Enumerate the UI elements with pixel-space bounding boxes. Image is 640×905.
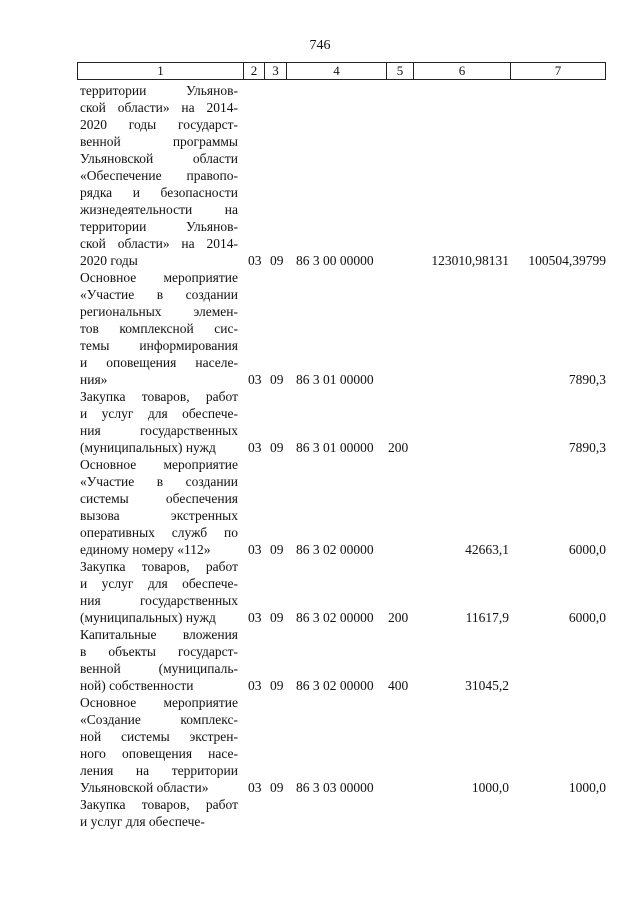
- table-row: [0, 456, 640, 558]
- description-line: (муниципальных) нужд: [80, 440, 216, 455]
- subsection-code: 09: [270, 780, 284, 795]
- description-line: и услуг для обеспече-: [80, 814, 205, 829]
- header-cell-3: 3: [265, 63, 287, 79]
- amount-col7: 7890,3: [568, 372, 606, 387]
- description-line: ской области» на 2014-: [80, 100, 238, 115]
- description-line: ной) собственности: [80, 678, 194, 693]
- description-line: 2020 годы: [80, 253, 138, 268]
- amount-col7: 6000,0: [568, 610, 606, 625]
- row-description: [80, 558, 238, 626]
- description-line: Основное мероприятие: [80, 457, 238, 472]
- table-row: [0, 388, 640, 456]
- description-line: территории Ульянов-: [80, 219, 238, 234]
- amount-col6: 31045,2: [465, 678, 509, 693]
- description-line: ния государственных: [80, 423, 238, 438]
- table-header-row: [77, 62, 606, 80]
- target-article-code: 86 3 03 00000: [296, 780, 374, 795]
- target-article-code: 86 3 00 00000: [296, 253, 374, 268]
- description-line: оперативных служб по: [80, 525, 238, 540]
- section-code: 03: [248, 542, 262, 557]
- expense-type-code: 200: [388, 440, 409, 455]
- description-line: региональных элемен-: [80, 304, 238, 319]
- description-line: ного оповещения насе-: [80, 746, 238, 761]
- header-cell-2: 2: [244, 63, 265, 79]
- section-code: 03: [248, 780, 262, 795]
- page-number: 746: [309, 38, 331, 53]
- subsection-code: 09: [270, 372, 284, 387]
- description-line: 2020 годы государст-: [80, 117, 238, 132]
- table-row: [0, 269, 640, 388]
- target-article-code: 86 3 01 00000: [296, 372, 374, 387]
- description-line: территории Ульянов-: [80, 83, 238, 98]
- expense-type-code: 400: [388, 678, 409, 693]
- description-line: и оповещения населе-: [80, 355, 238, 370]
- amount-col6: 1000,0: [471, 780, 509, 795]
- subsection-code: 09: [270, 610, 284, 625]
- table-row: [0, 796, 640, 830]
- target-article-code: 86 3 02 00000: [296, 678, 374, 693]
- description-line: ной системы экстрен-: [80, 729, 238, 744]
- description-line: ния»: [80, 372, 108, 387]
- row-description: [80, 82, 238, 269]
- section-code: 03: [248, 678, 262, 693]
- subsection-code: 09: [270, 440, 284, 455]
- amount-col6: 123010,98131: [431, 253, 509, 268]
- description-line: Закупка товаров, работ: [80, 797, 238, 812]
- description-line: Закупка товаров, работ: [80, 389, 238, 404]
- row-description: [80, 388, 238, 456]
- row-description: [80, 269, 238, 388]
- table-row: [0, 626, 640, 694]
- section-code: 03: [248, 253, 262, 268]
- description-line: рядка и безопасности: [80, 185, 238, 200]
- description-line: темы информирования: [80, 338, 238, 353]
- amount-col6: 11617,9: [465, 610, 509, 625]
- section-code: 03: [248, 372, 262, 387]
- description-line: Капитальные вложения: [80, 627, 238, 642]
- description-line: вызова экстренных: [80, 508, 238, 523]
- row-description: [80, 626, 238, 694]
- description-line: «Участие в создании: [80, 474, 238, 489]
- amount-col7: 100504,39799: [528, 253, 606, 268]
- description-line: и услуг для обеспече-: [80, 406, 238, 421]
- description-line: Ульяновской области: [80, 151, 238, 166]
- amount-col7: 7890,3: [568, 440, 606, 455]
- header-cell-7: 7: [554, 63, 562, 78]
- target-article-code: 86 3 02 00000: [296, 542, 374, 557]
- header-cell-6: 6: [414, 63, 511, 79]
- header-cell-1: 1: [78, 63, 244, 79]
- description-line: системы обеспечения: [80, 491, 238, 506]
- section-code: 03: [248, 440, 262, 455]
- amount-col7: 1000,0: [568, 780, 606, 795]
- description-line: (муниципальных) нужд: [80, 610, 216, 625]
- description-line: «Обеспечение правопо-: [80, 168, 238, 183]
- description-line: «Создание комплекс-: [80, 712, 238, 727]
- description-line: ской области» на 2014-: [80, 236, 238, 251]
- description-line: Ульяновской области»: [80, 780, 209, 795]
- description-line: ления на территории: [80, 763, 238, 778]
- description-line: венной программы: [80, 134, 238, 149]
- target-article-code: 86 3 01 00000: [296, 440, 374, 455]
- expense-type-code: 200: [388, 610, 409, 625]
- description-line: венной (муниципаль-: [80, 661, 238, 676]
- subsection-code: 09: [270, 542, 284, 557]
- target-article-code: 86 3 02 00000: [296, 610, 374, 625]
- description-line: в объекты государст-: [80, 644, 238, 659]
- row-description: [80, 694, 238, 796]
- amount-col6: 42663,1: [465, 542, 509, 557]
- description-line: жизнедеятельности на: [80, 202, 238, 217]
- description-line: Основное мероприятие: [80, 270, 238, 285]
- header-cell-5: 5: [387, 63, 414, 79]
- subsection-code: 09: [270, 678, 284, 693]
- description-line: тов комплексной сис-: [80, 321, 238, 336]
- row-description: [80, 456, 238, 558]
- header-cell-4: 4: [287, 63, 387, 79]
- description-line: Основное мероприятие: [80, 695, 238, 710]
- row-description: [80, 796, 238, 830]
- table-row: [0, 558, 640, 626]
- section-code: 03: [248, 610, 262, 625]
- description-line: и услуг для обеспече-: [80, 576, 238, 591]
- description-line: «Участие в создании: [80, 287, 238, 302]
- table-row: [0, 694, 640, 796]
- amount-col7: 6000,0: [568, 542, 606, 557]
- table-row: [0, 82, 640, 269]
- subsection-code: 09: [270, 253, 284, 268]
- description-line: ния государственных: [80, 593, 238, 608]
- description-line: единому номеру «112»: [80, 542, 211, 557]
- description-line: Закупка товаров, работ: [80, 559, 238, 574]
